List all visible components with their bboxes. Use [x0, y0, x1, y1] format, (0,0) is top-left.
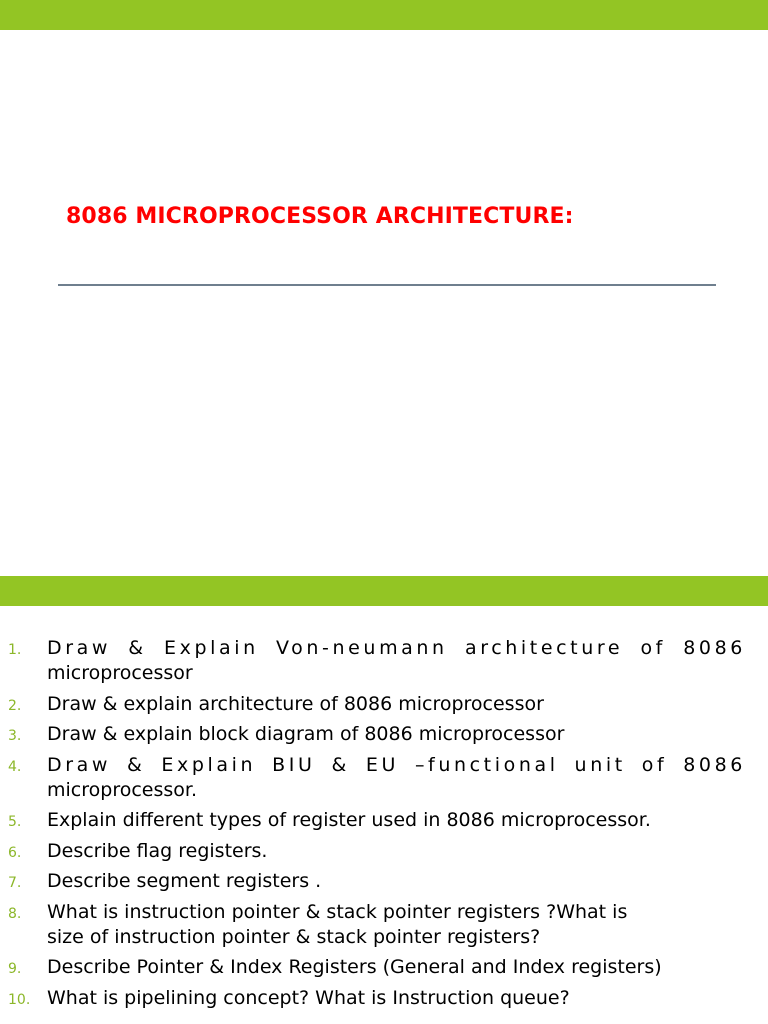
list-item-number: 5.: [8, 814, 22, 830]
list-item-text: Draw & explain architecture of 8086 microprocessor: [47, 692, 544, 715]
list-item-text-continued: microprocessor.: [47, 778, 197, 801]
list-item-text-continued: size of instruction pointer & stack pointer registers?: [47, 925, 541, 948]
list-item-text: Draw & explain block diagram of 8086 microprocessor: [47, 723, 565, 745]
list-item-number: 3.: [8, 728, 22, 744]
list-item-text: What is instruction pointer & stack pointer registers ?What is: [47, 900, 628, 923]
title-divider: [58, 284, 716, 286]
list-item-text-continued: microprocessor: [47, 662, 193, 684]
list-item: [0, 839, 768, 864]
list-item-number: 4.: [8, 758, 22, 775]
list-item-text: Draw & Explain Von-neumann architecture of 8086: [47, 637, 746, 659]
list-item-number: 2.: [8, 697, 22, 714]
list-item-text: Explain different types of register used in 8086 microprocessor.: [47, 809, 651, 831]
list-item: [0, 869, 768, 894]
list-item: [0, 692, 768, 717]
list-item-text: Draw & Explain BIU & EU –functional unit of 8086: [47, 753, 746, 776]
list-item-text: Describe segment registers .: [47, 870, 322, 892]
question-list: [0, 636, 768, 1016]
list-item-number: 1.: [8, 642, 22, 658]
list-item-text: Describe Pointer & Index Registers (General and Index registers): [47, 956, 662, 978]
list-item: [0, 636, 768, 686]
top-accent-bar: [0, 0, 768, 30]
list-item: [0, 986, 768, 1011]
list-item-number: 6.: [8, 844, 22, 861]
list-item-number: 10.: [8, 991, 31, 1008]
slide-title: 8086 MICROPROCESSOR ARCHITECTURE:: [66, 204, 574, 229]
list-item: [0, 900, 768, 950]
list-item: [0, 955, 768, 980]
section-accent-bar: [0, 576, 768, 606]
list-item-number: 8.: [8, 905, 22, 922]
list-item: [0, 808, 768, 833]
list-item-number: 9.: [8, 961, 22, 977]
list-item-number: 7.: [8, 875, 22, 891]
list-item: [0, 722, 768, 747]
list-item-text: Describe flag registers.: [47, 839, 268, 862]
list-item-text: What is pipelining concept? What is Instruction queue?: [47, 986, 570, 1009]
list-item: [0, 753, 768, 803]
